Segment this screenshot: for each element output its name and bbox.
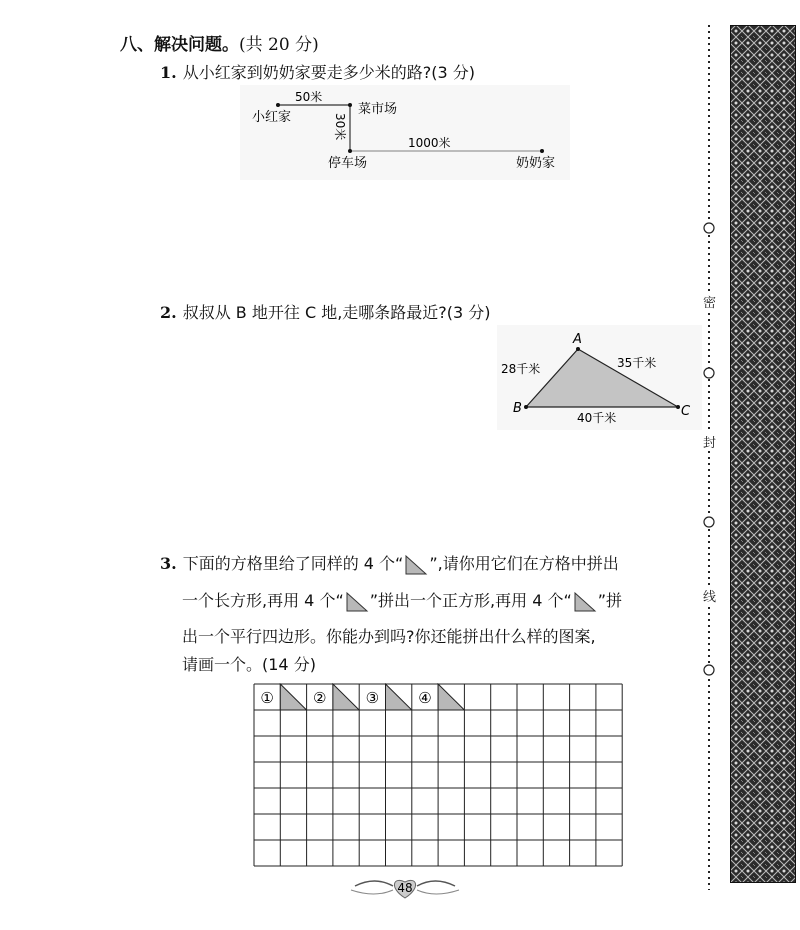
question-2-points: (3 分) (446, 303, 491, 322)
label-50m: 50米 (295, 90, 323, 104)
label-market: 菜市场 (358, 102, 398, 117)
binding-hole-icon (704, 368, 714, 378)
vertex-a: A (573, 332, 582, 347)
vertex-c: C (681, 404, 691, 419)
label-30m: 30米 (333, 113, 347, 141)
point-market (348, 103, 352, 107)
question-3-text-e: ”拼 (597, 591, 623, 610)
label-grandma: 奶奶家 (516, 156, 556, 171)
seal-label-mi: 密 (703, 296, 717, 311)
point-home (276, 103, 280, 107)
question-3-text-d: ”拼出一个正方形,再用 4 个“ (369, 591, 572, 610)
question-2-text: 叔叔从 B 地开往 C 地,走哪条路最近? (182, 303, 447, 322)
question-3-line2 (182, 588, 622, 613)
seal-line (696, 25, 722, 895)
seal-label-feng: 封 (703, 436, 717, 451)
seal-label-xian: 线 (703, 590, 717, 605)
binding-hole-icon (704, 665, 714, 675)
triangle-piece-icon (572, 591, 598, 613)
label-home: 小红家 (252, 110, 292, 125)
question-3-line1 (160, 551, 619, 576)
grid-piece-label: ③ (365, 689, 380, 707)
question-3-number: 3. (160, 554, 177, 573)
binding-hole-icon (704, 223, 714, 233)
label-1000m: 1000米 (408, 136, 451, 150)
vertex-b: B (513, 401, 522, 416)
point-grandma (540, 149, 544, 153)
answer-grid[interactable] (252, 683, 624, 867)
section-points: (共 20 分) (239, 35, 319, 55)
grid-piece-label: ② (313, 689, 327, 707)
side-bc-label: 40千米 (577, 411, 617, 425)
question-1 (160, 60, 475, 83)
grid-triangle-piece (333, 684, 359, 710)
q1-route-map (240, 85, 570, 180)
triangle-piece-icon (344, 591, 370, 613)
question-1-number: 1. (160, 63, 177, 82)
page-number: 48 (397, 881, 413, 895)
question-2 (160, 300, 491, 323)
section-title (120, 30, 319, 55)
question-3-text-a: 下面的方格里给了同样的 4 个“ (182, 554, 404, 573)
section-title-text: 八、解决问题。 (120, 35, 239, 55)
grid-triangle-piece (438, 684, 464, 710)
side-ac-label: 35千米 (617, 356, 657, 370)
label-parking: 停车场 (328, 156, 368, 171)
q2-triangle-diagram (497, 325, 702, 430)
triangle-piece-icon (403, 554, 429, 576)
question-3-line3: 出一个平行四边形。你能办到吗?你还能拼出什么样的图案, (182, 627, 596, 646)
question-2-number: 2. (160, 303, 177, 322)
side-ab-label: 28千米 (501, 362, 541, 376)
grid-triangle-piece (280, 684, 306, 710)
grid-piece-label: ④ (418, 689, 432, 707)
grid-piece-label: ① (260, 689, 274, 707)
page-number-ornament (345, 872, 465, 902)
point-parking (348, 149, 352, 153)
question-3-text-b: ”,请你用它们在方格中拼出 (429, 554, 619, 573)
question-1-text: 从小红家到奶奶家要走多少米的路? (182, 63, 432, 82)
decorative-border-strip (730, 25, 796, 883)
question-3-text-c: 一个长方形,再用 4 个“ (182, 591, 344, 610)
grid-triangle-piece (386, 684, 412, 710)
binding-hole-icon (704, 517, 714, 527)
question-1-points: (3 分) (431, 63, 475, 82)
question-3-line4: 请画一个。(14 分) (182, 655, 316, 674)
